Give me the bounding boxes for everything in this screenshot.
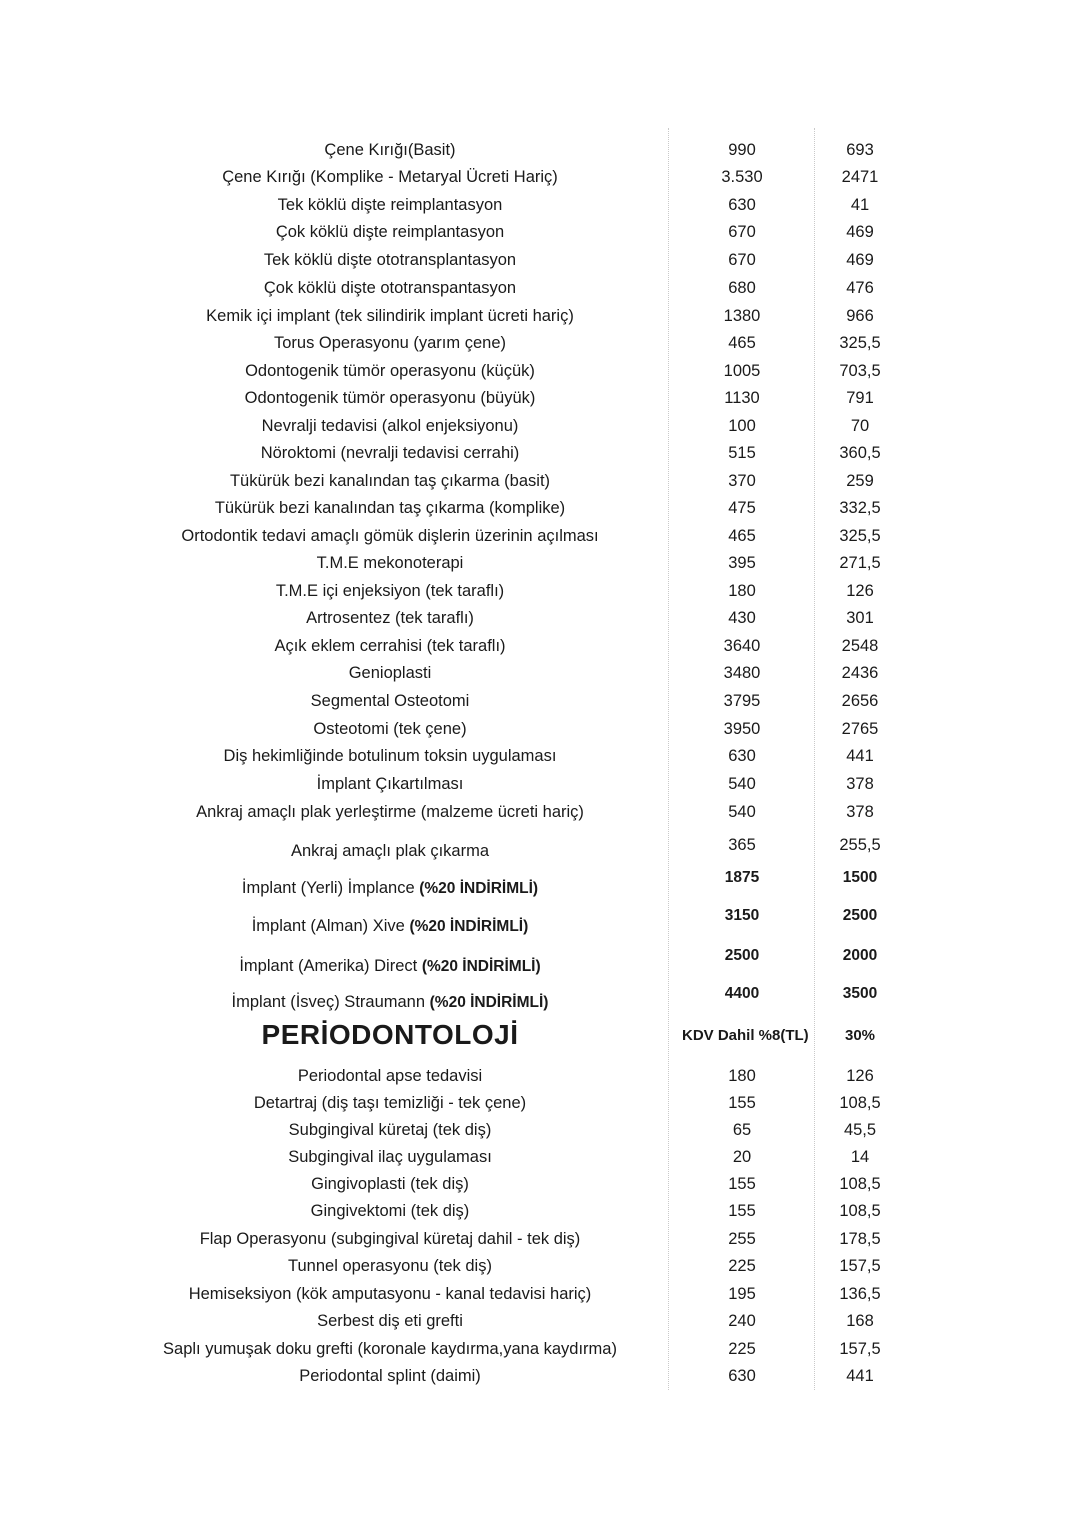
procedure-name: Flap Operasyonu (subgingival küretaj dahil - tek diş)	[199, 1230, 581, 1248]
table-row	[0, 443, 1080, 463]
price-discounted: 332,5	[839, 499, 881, 517]
price-vat-included: 3640	[723, 637, 761, 655]
table-row	[0, 774, 1080, 794]
price-discounted: 2436	[841, 664, 879, 682]
table-row	[0, 416, 1080, 436]
price-discounted: 1500	[842, 869, 878, 886]
procedure-name: Çok köklü dişte ototranspantasyon	[263, 279, 517, 297]
table-row	[0, 222, 1080, 242]
procedure-name	[110, 916, 670, 937]
price-discounted: 2548	[841, 637, 879, 655]
column-header-price: KDV Dahil %8(TL)	[682, 1027, 809, 1044]
price-discounted: 703,5	[839, 362, 881, 380]
price-vat-included: 630	[728, 196, 756, 214]
price-vat-included: 20	[732, 1148, 752, 1166]
price-vat-included: 465	[728, 334, 756, 352]
price-discounted: 108,5	[839, 1094, 881, 1112]
procedure-name: Nöroktomi (nevralji tedavisi cerrahi)	[260, 444, 520, 462]
price-vat-included: 225	[728, 1340, 756, 1358]
price-discounted: 301	[846, 609, 874, 627]
price-discounted: 441	[846, 1367, 874, 1385]
procedure-name	[110, 992, 670, 1013]
procedure-name: Çene Kırığı(Basit)	[324, 141, 456, 159]
procedure-name: Kemik içi implant (tek silindirik implant ücreti hariç)	[206, 307, 574, 325]
price-discounted: 360,5	[839, 444, 881, 462]
price-vat-included: 680	[728, 279, 756, 297]
procedure-name: Saplı yumuşak doku grefti (koronale kaydırma,yana kaydırma)	[163, 1340, 617, 1358]
price-vat-included: 370	[728, 472, 756, 490]
price-vat-included: 255	[728, 1230, 756, 1248]
procedure-name: Torus Operasyonu (yarım çene)	[273, 334, 506, 352]
procedure-name: Detartraj (diş taşı temizliği - tek çene)	[253, 1094, 527, 1112]
price-vat-included: 180	[728, 1067, 756, 1085]
price-discounted: 136,5	[839, 1285, 881, 1303]
table-row	[0, 1229, 1080, 1249]
price-vat-included: 2500	[724, 947, 760, 964]
table-row	[0, 361, 1080, 381]
table-row	[0, 946, 1080, 975]
table-row	[0, 581, 1080, 601]
price-vat-included: 3.530	[721, 168, 763, 186]
procedure-name: T.M.E mekonoterapi	[316, 554, 464, 572]
procedure-name	[110, 956, 670, 977]
price-vat-included: 155	[728, 1175, 756, 1193]
price-discounted: 325,5	[839, 334, 881, 352]
procedure-name: Tükürük bezi kanalından taş çıkarma (basit)	[229, 472, 551, 490]
price-vat-included: 515	[728, 444, 756, 462]
table-row	[0, 250, 1080, 270]
price-vat-included: 1005	[723, 362, 761, 380]
price-discounted: 271,5	[839, 554, 881, 572]
procedure-name: Açık eklem cerrahisi (tek taraflı)	[274, 637, 506, 655]
price-discounted: 259	[846, 472, 874, 490]
price-discounted: 41	[850, 196, 870, 214]
table-row	[0, 1066, 1080, 1086]
price-vat-included: 1130	[724, 389, 760, 407]
price-discounted: 2000	[842, 947, 878, 964]
table-row	[0, 802, 1080, 822]
price-discounted: 45,5	[843, 1121, 877, 1139]
price-vat-included: 1875	[724, 869, 760, 886]
table-row	[0, 333, 1080, 353]
price-discounted: 325,5	[839, 527, 881, 545]
implant-name: İmplant (Alman) Xive	[251, 917, 405, 935]
table-row	[0, 1256, 1080, 1276]
table-row	[0, 278, 1080, 298]
price-vat-included: 465	[728, 527, 756, 545]
price-discounted: 2500	[842, 907, 878, 924]
table-row	[0, 1201, 1080, 1221]
price-discounted: 126	[846, 582, 874, 600]
price-vat-included: 990	[728, 141, 756, 159]
price-discounted: 693	[846, 141, 874, 159]
procedure-name: Genioplasti	[348, 664, 432, 682]
price-vat-included: 475	[728, 499, 756, 517]
price-discounted: 469	[846, 251, 874, 269]
table-row	[0, 1366, 1080, 1386]
discount-tag: (%20 İNDİRİMLİ)	[421, 958, 541, 975]
procedure-name: Osteotomi (tek çene)	[313, 720, 467, 738]
table-row	[0, 553, 1080, 573]
price-vat-included: 65	[732, 1121, 752, 1139]
price-discounted: 441	[846, 747, 874, 765]
price-vat-included: 630	[728, 747, 756, 765]
price-discounted: 255,5	[839, 836, 881, 854]
table-row	[0, 719, 1080, 739]
price-discounted: 378	[846, 803, 874, 821]
procedure-name: Ankraj amaçlı plak yerleştirme (malzeme ücreti hariç)	[196, 803, 584, 821]
price-discounted: 378	[846, 775, 874, 793]
price-vat-included: 365	[728, 836, 756, 854]
price-discounted: 2656	[841, 692, 879, 710]
price-discounted: 2471	[841, 168, 879, 186]
table-row	[0, 1174, 1080, 1194]
table-row	[0, 608, 1080, 628]
price-discounted: 70	[850, 417, 870, 435]
procedure-name: Tükürük bezi kanalından taş çıkarma (komplike)	[214, 499, 566, 517]
table-row	[0, 306, 1080, 326]
table-row	[0, 167, 1080, 187]
price-discounted: 157,5	[839, 1340, 881, 1358]
section-header-row	[0, 1019, 1080, 1050]
table-row	[0, 195, 1080, 215]
procedure-name: Diş hekimliğinde botulinum toksin uygulaması	[223, 747, 557, 765]
price-discounted: 157,5	[839, 1257, 881, 1275]
procedure-name: Serbest diş eti grefti	[317, 1312, 463, 1330]
price-discounted: 108,5	[839, 1175, 881, 1193]
discount-tag: (%20 İNDİRİMLİ)	[409, 918, 529, 935]
procedure-name: Periodontal apse tedavisi	[297, 1067, 483, 1085]
table-row	[0, 1120, 1080, 1140]
price-vat-included: 670	[728, 251, 756, 269]
procedure-name: Hemiseksiyon (kök amputasyonu - kanal tedavisi hariç)	[188, 1285, 592, 1303]
procedure-name: Odontogenik tümör operasyonu (büyük)	[244, 389, 536, 407]
discount-tag: (%20 İNDİRİMLİ)	[429, 994, 549, 1011]
price-vat-included: 3795	[723, 692, 761, 710]
procedure-name: Çok köklü dişte reimplantasyon	[275, 223, 505, 241]
procedure-name: Segmental Osteotomi	[310, 692, 470, 710]
price-vat-included: 180	[728, 582, 756, 600]
procedure-name: Tunnel operasyonu (tek diş)	[288, 1257, 492, 1275]
price-vat-included: 3150	[724, 907, 760, 924]
table-row	[0, 1311, 1080, 1331]
procedure-name: PERİODONTOLOJİ	[261, 1019, 519, 1050]
implant-name: İmplant (İsveç) Straumann	[231, 993, 426, 1011]
price-vat-included: 1380	[723, 307, 761, 325]
table-row	[0, 1147, 1080, 1167]
table-row	[0, 663, 1080, 683]
discount-tag: (%20 İNDİRİMLİ)	[419, 880, 539, 897]
procedure-name: Tek köklü dişte ototransplantasyon	[263, 251, 517, 269]
table-row	[0, 498, 1080, 518]
price-vat-included: 3950	[723, 720, 761, 738]
procedure-name: Artrosentez (tek taraflı)	[306, 609, 474, 627]
price-discounted: 126	[846, 1067, 874, 1085]
table-row	[0, 835, 1080, 860]
price-vat-included: 3480	[723, 664, 761, 682]
price-discounted: 476	[846, 279, 874, 297]
table-row	[0, 140, 1080, 160]
price-vat-included: 395	[728, 554, 756, 572]
procedure-name: Subgingival küretaj (tek diş)	[288, 1121, 492, 1139]
price-discounted: 469	[846, 223, 874, 241]
table-row	[0, 746, 1080, 766]
price-vat-included: 670	[728, 223, 756, 241]
procedure-name: Periodontal splint (daimi)	[299, 1367, 481, 1385]
price-discounted: 791	[846, 389, 874, 407]
table-row	[0, 636, 1080, 656]
implant-name: İmplant (Yerli) İmplance	[241, 879, 415, 897]
procedure-name: Tek köklü dişte reimplantasyon	[277, 196, 503, 214]
column-header-discount: 30%	[844, 1027, 876, 1044]
price-vat-included: 225	[728, 1257, 756, 1275]
price-discounted: 14	[850, 1148, 870, 1166]
table-row	[0, 868, 1080, 897]
procedure-name	[110, 878, 670, 899]
price-vat-included: 100	[728, 417, 756, 435]
price-vat-included: 240	[728, 1312, 756, 1330]
procedure-name: T.M.E içi enjeksiyon (tek taraflı)	[275, 582, 505, 600]
price-vat-included: 540	[728, 803, 756, 821]
price-vat-included: 155	[728, 1202, 756, 1220]
procedure-name: Ankraj amaçlı plak çıkarma	[290, 842, 490, 860]
price-vat-included: 540	[728, 775, 756, 793]
table-row	[0, 471, 1080, 491]
price-vat-included: 430	[728, 609, 756, 627]
table-row	[0, 1093, 1080, 1113]
price-discounted: 108,5	[839, 1202, 881, 1220]
procedure-name: Gingivektomi (tek diş)	[310, 1202, 470, 1220]
price-discounted: 3500	[842, 985, 878, 1002]
table-row	[0, 691, 1080, 711]
price-discounted: 168	[846, 1312, 874, 1330]
table-row	[0, 388, 1080, 408]
price-vat-included: 195	[728, 1285, 756, 1303]
procedure-name: Nevralji tedavisi (alkol enjeksiyonu)	[261, 417, 519, 435]
procedure-name: İmplant Çıkartılması	[316, 775, 464, 793]
procedure-name: Çene Kırığı (Komplike - Metaryal Ücreti Hariç)	[222, 168, 558, 186]
procedure-name: Subgingival ilaç uygulaması	[288, 1148, 492, 1166]
implant-name: İmplant (Amerika) Direct	[239, 957, 418, 975]
table-row	[0, 906, 1080, 935]
table-row	[0, 984, 1080, 1011]
procedure-name: Odontogenik tümör operasyonu (küçük)	[245, 362, 535, 380]
procedure-name: Ortodontik tedavi amaçlı gömük dişlerin üzerinin açılması	[181, 527, 599, 545]
price-discounted: 178,5	[839, 1230, 881, 1248]
table-row	[0, 526, 1080, 546]
price-vat-included: 4400	[724, 985, 760, 1002]
price-vat-included: 630	[728, 1367, 756, 1385]
table-row	[0, 1339, 1080, 1359]
price-vat-included: 155	[728, 1094, 756, 1112]
price-discounted: 966	[846, 307, 874, 325]
procedure-name: Gingivoplasti (tek diş)	[311, 1175, 469, 1193]
price-discounted: 2765	[841, 720, 879, 738]
table-row	[0, 1284, 1080, 1304]
